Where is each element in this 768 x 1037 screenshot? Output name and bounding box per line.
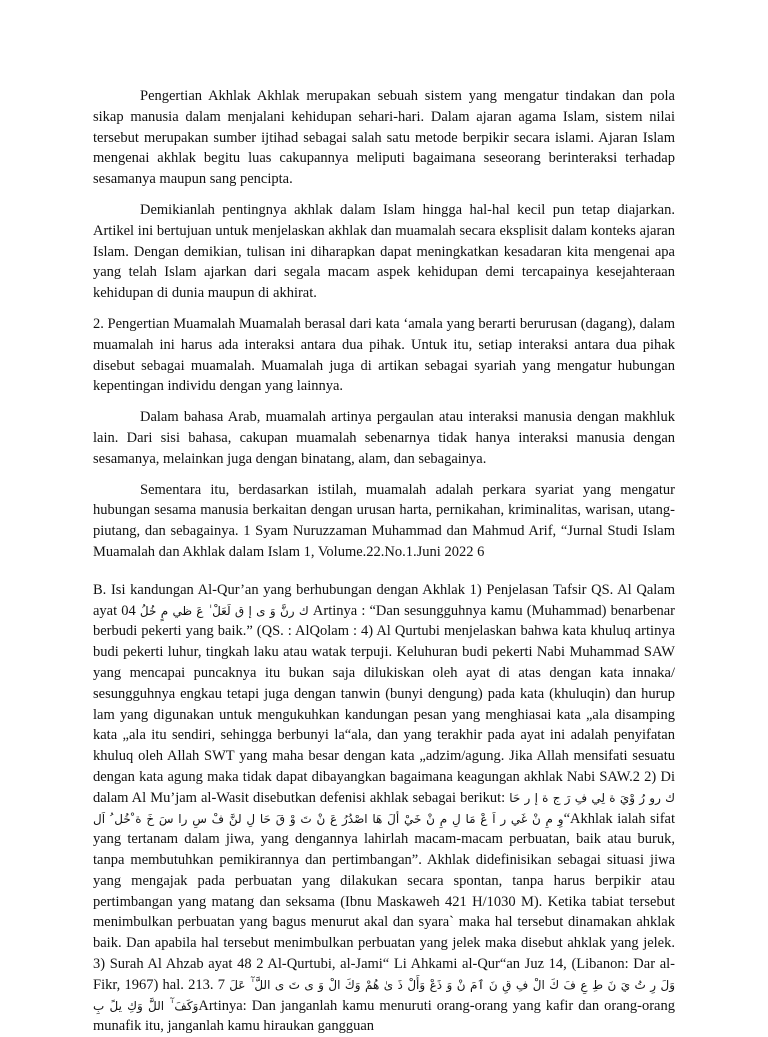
paragraph-muamalah-istilah: Sementara itu, berdasarkan istilah, muamalah adalah perkara syariat yang mengatur hubungan sesama manusia berkaitan dengan urusan harta, pernikahan, kriminalitas, warisan, utang-piutang, dan sebagainya. 1 Syam Nuruzzaman Muhammad dan Mahmud Arif, “Jurnal Studi Islam Muamalah dan Akhlak dalam Islam 1, Volume.22.No.1.Juni 2022 6: [93, 481, 675, 560]
section-b-text-2: Artinya : “Dan sesungguhnya kamu (Muhammad) benarbenar berbudi pekerti yang baik.” (QS. : AlQolam : 4) Al Qurtubi menjelaskan bahwa kata khuluq artinya budi pekerti luhur, tingkah laku atau watak terpuji. Keluhuran budi pekerti Nabi Muhammad SAW yang mencapai puncaknya itu bukan saja dilukiskan oleh ayat di atas dengan kata innaka/ sesungguhnya engkau tetapi juga dengan tanwin (bunyi dengung) pada kata (khuluqin) dan hurup lam yang digunakan untuk mengukuhkan kandungan pesan yang menghiasai kata „ala disamping kata „ala itu sendiri, sehingga berbunyi la“ala, dan yang terakhir pada ayat ini adalah penyifatan khuluq oleh Allah SWT yang maha besar dengan kata „adzim/agung. Jika Allah mensifati sesuatu dengan kata agung maka tidak dapat dibayangkan bagaimana keagungan akhlak Nabi SAW.2 2) Di dalam Al Mu’jam al-Wasit disebutkan defenisi akhlak sebagai berikut:: [93, 602, 676, 806]
arabic-verse-qalam: ك رنَّ وَ ى إ ق لَعَلْ ٰ عَ ظي مٍ خُلُ: [139, 603, 309, 618]
section-b-text-4: Artinya: Dan janganlah kamu menuruti orang-orang yang kafir dan orang-orang munafik itu, janganlah kamu hiraukan gangguan: [93, 997, 675, 1035]
section-b-paragraph: [93, 580, 675, 1037]
paragraph-akhlak-definition: Pengertian Akhlak Akhlak merupakan sebuah sistem yang mengatur tindakan dan pola sikap manusia dalam menjalani kehidupan sehari-hari. Dalam ajaran agama Islam, sistem nilai tersebut merupakan sumber ijtihad sebagai salah satu metode berpikir secara islami. Ajaran Islam mengenai akhlak begitu luas cakupannya meliputi bagaimana seseorang berinteraksi terhadap sesamanya maupun sang pencipta.: [93, 88, 675, 188]
arabic-definition-wasit: ك رو رُ وْيَ ة لِي فِ رَ ج ة إ ر حَا وِ مِ نْ غَي ر اَ عْ مَا لِ مِ نْ خَيْ ألَ هَا اصْدُرُ عَ نْ تَ وْ قَ حَا لِ لنَّ فْ سِ را سَ خَ ة ْخُل ُ اَل: [93, 790, 676, 826]
section-b-text-3: “Akhlak ialah sifat yang tertanam dalam jiwa, yang dengannya lahirlah macam-macam perbuatan, baik atau buruk, tanpa membutuhkan pemikirannya dan pertimbangan”. Akhlak didefinisikan sebagai situasi jiwa yang mengajak pada perbuatan yang dilakukan secara spontan, tanpa harus berpikir atau pertimbangan yang matang dan seksama (Ibnu Maskaweh 421 H/1030 M). Ketika tabiat tersebut menimbulkan perbuatan yang bagus menurut akal dan syara` maka hal tersebut dinamakan ahklak baik. Dan apabila hal tersebut menimbulkan perbuatan yang jelek maka disebut ahklak yang jelek. 3) Surah Al Ahzab ayat 48 2 Al-Qurtubi, al-Jami“ Li Ahkami al-Qur“an Juz 14, (Libanon: Dar al-Fikr, 1967) hal. 213. 7: [93, 810, 675, 993]
paragraph-muamalah-definition: 2. Pengertian Muamalah Muamalah berasal dari kata ‘amala yang berarti berurusan (dagang), dalam muamalah ini harus ada interaksi antara dua pihak. Untuk itu, setiap interaksi antara dua pihak disebut sebagai muamalah. Muamalah juga di artikan sebagai syariah yang mengatur hubungan kepentingan individu dengan yang lainnya.: [93, 315, 675, 395]
arabic-verse-ahzab: وَلَ رِ تُ يَ نَ طِ عِ فَ كَ الْ فِ قِ نَ ٱمَ نْ وَ ذَعْ وَأَلْ ذَ ىٰ هُمْ وَكَ الْ وَ ى تَ ى اللَّ ٰٓ عَلَ وَكَفَ ٰٓ اللَّ وَكِ يلً بِ: [93, 977, 676, 1013]
section-b-text-1: B. Isi kandungan Al-Qur’an yang berhubungan dengan Akhlak 1) Penjelasan Tafsir QS. Al Qalam ayat 04: [93, 581, 675, 619]
paragraph-muamalah-arabic: Dalam bahasa Arab, muamalah artinya pergaulan atau interaksi manusia dengan makhluk lain. Dari sisi bahasa, cakupan muamalah sebenarnya tidak hanya interaksi manusia dengan sesamanya, melainkan juga dengan binatang, alam, dan sebagainya.: [93, 409, 675, 467]
paragraph-akhlak-importance: Demikianlah pentingnya akhlak dalam Islam hingga hal-hal kecil pun tetap diajarkan. Artikel ini bertujuan untuk menjelaskan akhlak dan muamalah secara eksplisit dalam konteks ajaran Islam. Dengan demikian, tulisan ini diharapkan dapat meningkatkan kesadaran kita mengenai apa yang telah Islam ajarkan dari segala macam aspek kehidupan demi tercapainya kesejahteraan kehidupan di dunia maupun di akhirat.: [93, 201, 675, 302]
